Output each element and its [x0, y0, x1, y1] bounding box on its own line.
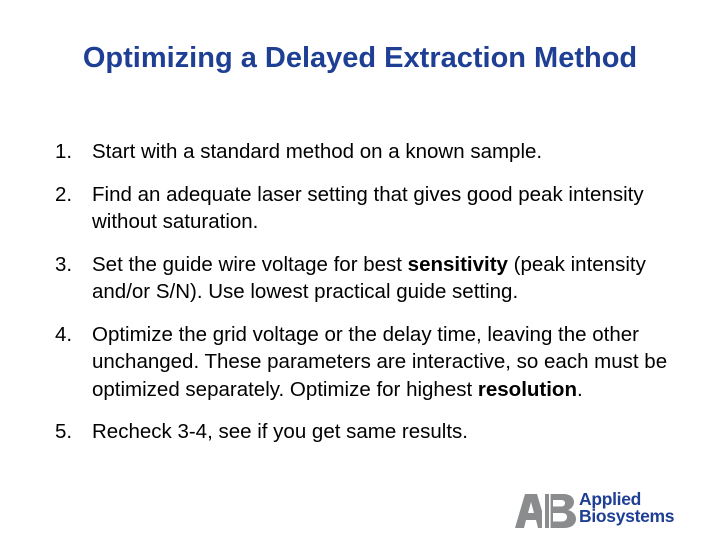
step-number: 2.: [55, 182, 73, 206]
step-text-part: .: [576, 377, 583, 401]
ab-logo-mark: [515, 492, 577, 528]
step-number: 4.: [55, 322, 73, 346]
step-text: [92, 140, 542, 163]
step-text-emphasis: sensitivity: [407, 252, 508, 276]
step-text-part: Start with a standard method on a known sample.: [92, 140, 543, 163]
logo-line-2: Biosystems: [579, 506, 675, 526]
step-text-part: Recheck 3-4, see if you get same results.: [92, 420, 469, 443]
step-text: [92, 253, 646, 304]
step-item: [55, 181, 705, 236]
logo-line-1: Applied: [579, 489, 642, 509]
applied-biosystems-logo: [515, 490, 690, 530]
steps-list: [55, 138, 705, 461]
step-number: 1.: [55, 140, 73, 163]
step-text: [92, 323, 667, 401]
step-text-part: (peak intensity and/or S/N). Use lowest practical guide setting.: [92, 252, 646, 303]
step-text: [92, 420, 468, 443]
step-item: [55, 418, 705, 446]
step-item: [55, 321, 705, 404]
step-number: 3.: [55, 252, 73, 276]
step-text-part: Find an adequate laser setting that gives good peak intensity without saturation.: [92, 182, 644, 233]
step-item: [55, 251, 705, 306]
step-item: [55, 138, 705, 166]
step-number: 5.: [55, 420, 73, 443]
step-text-emphasis: resolution: [477, 377, 577, 401]
step-text-part: Set the guide wire voltage for best: [92, 252, 408, 276]
step-text: [92, 183, 644, 234]
slide-title: Optimizing a Delayed Extraction Method: [82, 42, 638, 74]
logo-wordmark: [579, 491, 674, 525]
step-text-part: Optimize the grid voltage or the delay time, leaving the other unchanged. These parameters are interactive, so each must be optimized separately. Optimize for highest: [92, 322, 668, 401]
